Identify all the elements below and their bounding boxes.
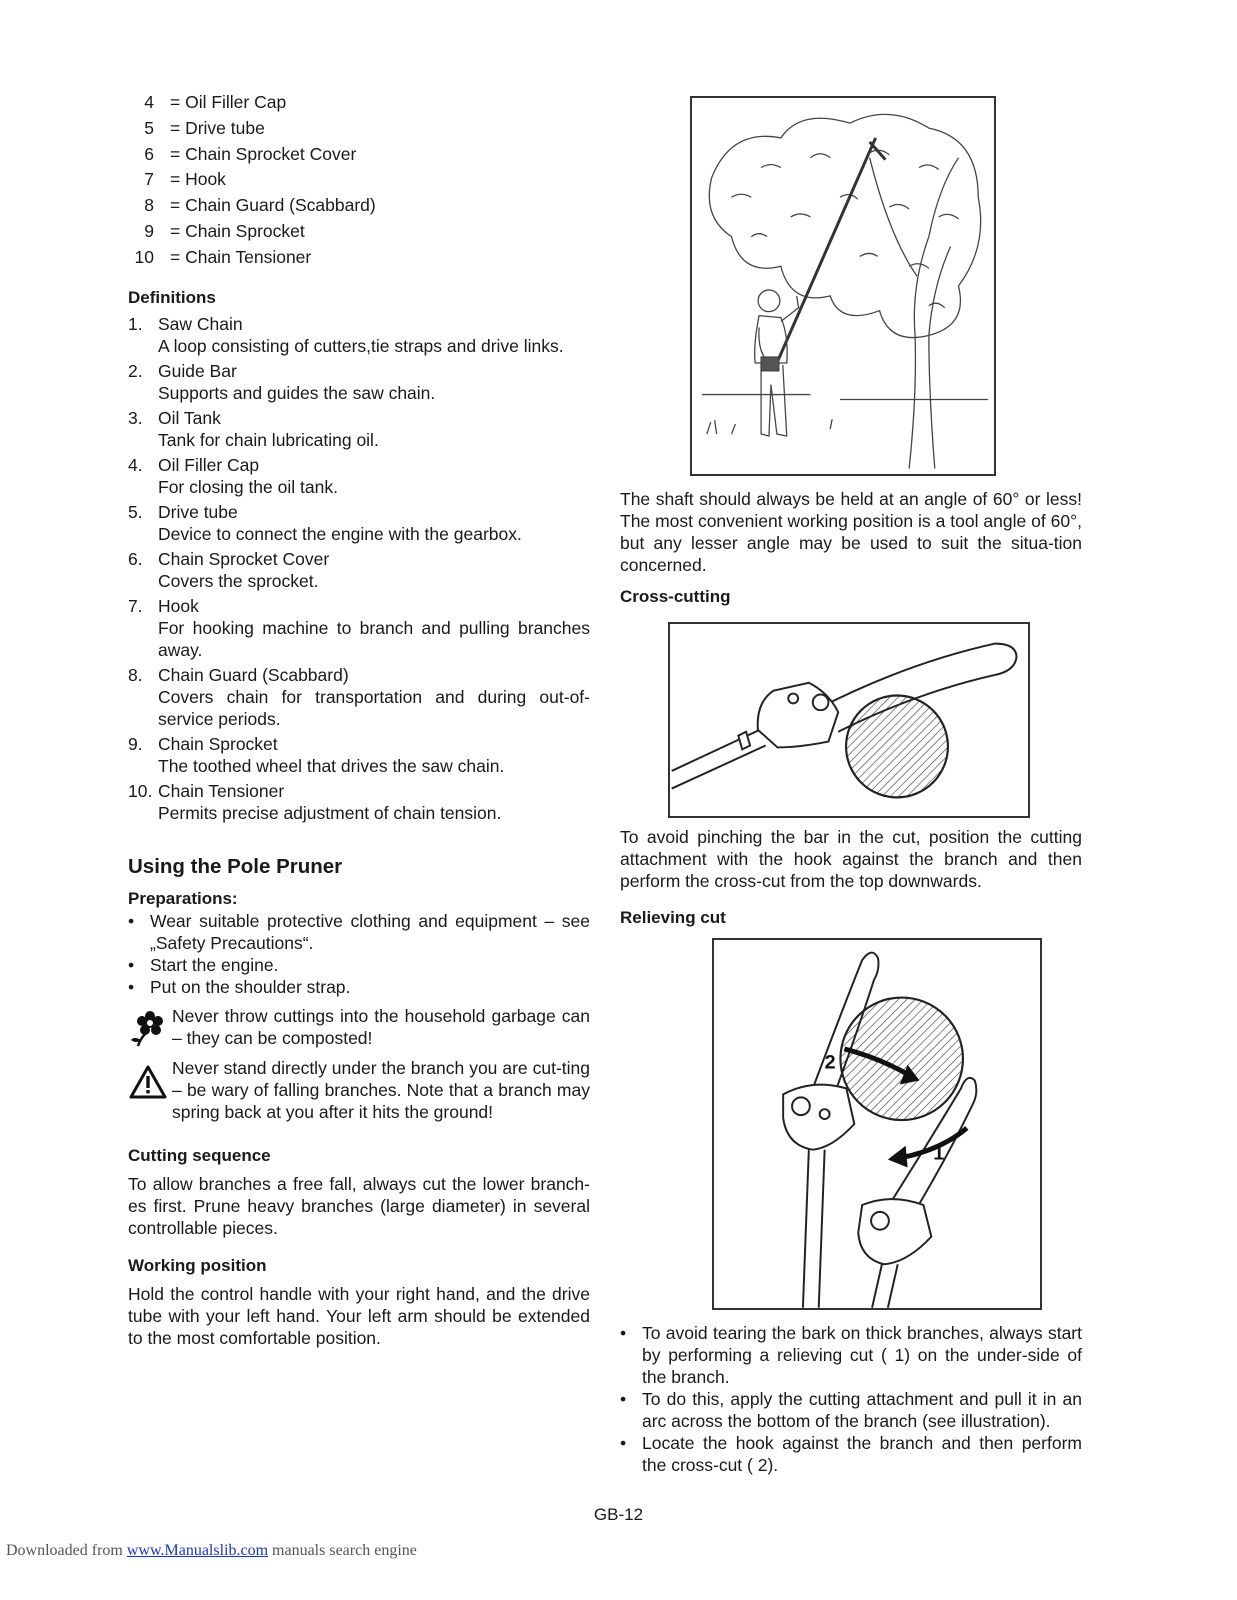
working-position-heading: Working position <box>128 1255 267 1275</box>
definition-item: 10. Chain Tensioner Permits precise adjustment of chain tension. <box>128 780 502 823</box>
relieving-cut-item: • Locate the hook against the branch and then perform the cross-cut ( 2). <box>620 1432 1082 1476</box>
relieving-cut-heading: Relieving cut <box>620 908 726 927</box>
cross-cut-chainsaw-image <box>670 624 1028 816</box>
preparations-heading: Preparations: <box>128 888 238 908</box>
parts-list-item: 8 = Chain Guard (Scabbard) <box>144 195 376 216</box>
definitions-heading: Definitions <box>128 287 216 307</box>
working-position-text: Hold the control handle with your right hand, and the drive tube with your left hand. Your left arm should be extended to the most comfortable position. <box>128 1283 590 1348</box>
parts-list <box>128 92 590 273</box>
preparations-list <box>128 910 590 998</box>
definition-item: 4. Oil Filler Cap For closing the oil tank. <box>128 454 338 497</box>
definition-item: 2. Guide Bar Supports and guides the saw chain. <box>128 360 436 403</box>
warning-note: Never stand directly under the branch you are cut-ting – be wary of falling branches. Note that a branch may spring back at you after it hits the ground! <box>128 1057 590 1123</box>
angle-text: The shaft should always be held at an angle of 60° or less! The most convenient working position is a tool angle of 60°, but any lesser angle may be used to suit the situa-tion concerned. <box>620 489 1082 575</box>
cross-cutting-heading: Cross-cutting <box>620 587 731 606</box>
page-number: GB-12 <box>593 1505 644 1524</box>
relieving-cut-list <box>620 1322 1082 1476</box>
relieving-cut-illustration <box>712 938 1042 1310</box>
flower-icon <box>128 1007 168 1047</box>
pruning-illustration <box>690 96 996 476</box>
parts-list-item: 6 = Chain Sprocket Cover <box>144 143 357 164</box>
left-column <box>128 92 590 1349</box>
relieving-cut-label-2: 2 <box>824 1051 836 1074</box>
relieving-cut-item: • To do this, apply the cutting attachment and pull it in an arc across the bottom of the branch (see illustration). <box>620 1388 1082 1432</box>
definition-item: 3. Oil Tank Tank for chain lubricating oil. <box>128 407 379 450</box>
definition-item: 1. Saw Chain A loop consisting of cutters,tie straps and drive links. <box>128 313 564 356</box>
relieving-cut-text-block <box>620 1322 1082 1476</box>
parts-list-item: 9 = Chain Sprocket <box>144 220 305 241</box>
definition-item: 6. Chain Sprocket Cover Covers the sprocket. <box>128 548 330 591</box>
download-notice: Downloaded from www.Manualslib.com manuals search engine <box>6 1542 417 1559</box>
definition-item: 5. Drive tube Device to connect the engine with the gearbox. <box>128 501 522 544</box>
definitions-list <box>128 313 590 824</box>
cutting-sequence-text: To allow branches a free fall, always cut the lower branch-es first. Prune heavy branches (large diameter) in several controllable pieces. <box>128 1173 590 1238</box>
parts-list-item: 10 = Chain Tensioner <box>134 246 312 267</box>
definition-item: 8. Chain Guard (Scabbard) Covers chain for transportation and during out-of-service periods. <box>128 664 590 729</box>
relieving-cut-chainsaw-image <box>714 940 1040 1308</box>
manualslib-link[interactable]: www.Manualslib.com <box>126 1542 269 1559</box>
preparation-item: • Wear suitable protective clothing and equipment – see „Safety Precautions“. <box>128 910 590 954</box>
person-pruning-tree-image <box>692 98 994 474</box>
preparation-item: • Put on the shoulder strap. <box>128 976 590 998</box>
definition-item: 7. Hook For hooking machine to branch and pulling branches away. <box>128 595 590 660</box>
cutting-sequence-heading: Cutting sequence <box>128 1145 271 1165</box>
parts-list-item: 5 = Drive tube <box>144 117 265 138</box>
parts-list-item: 7 = Hook <box>144 169 226 190</box>
cross-cutting-illustration <box>668 622 1030 818</box>
relieving-cut-item: • To avoid tearing the bark on thick branches, always start by performing a relieving cut ( 1) on the under-side of the branch. <box>620 1322 1082 1388</box>
cross-cutting-text-block <box>620 826 1082 929</box>
relieving-cut-label-1: 1 <box>933 1142 945 1165</box>
preparation-item: • Start the engine. <box>128 954 590 976</box>
warning-icon <box>128 1063 168 1103</box>
definition-item: 9. Chain Sprocket The toothed wheel that drives the saw chain. <box>128 733 505 776</box>
eco-note: Never throw cuttings into the household garbage can – they can be composted! <box>128 1005 590 1049</box>
parts-list-item: 4 = Oil Filler Cap <box>144 92 287 112</box>
cross-cutting-text: To avoid pinching the bar in the cut, position the cutting attachment with the hook against the branch and then perform the cross-cut from the top downwards. <box>620 827 1082 891</box>
angle-text-block <box>620 488 1082 608</box>
using-pole-pruner-title: Using the Pole Pruner <box>128 854 343 878</box>
